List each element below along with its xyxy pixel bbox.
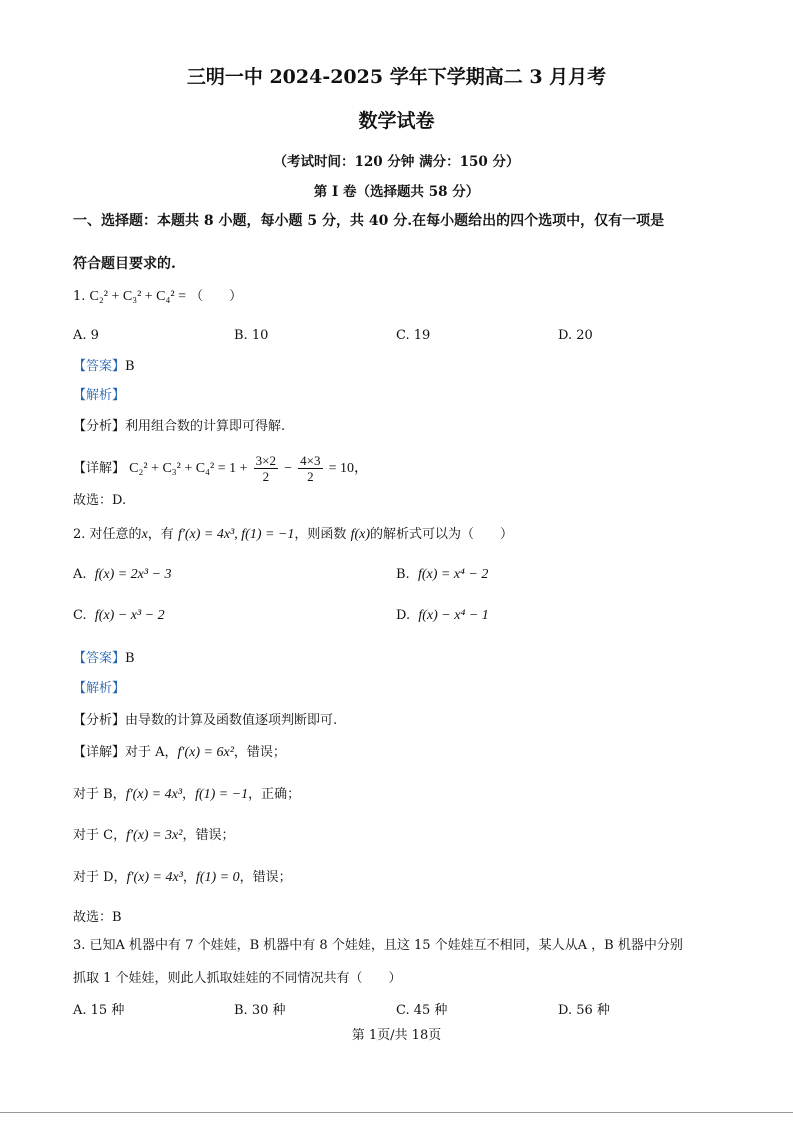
q2-detail-c-expr: f′(x) = 3x² [126, 828, 183, 843]
q2-fx: f(x) [350, 527, 370, 542]
q2-detail-d-pre: 对于 D， [73, 870, 127, 885]
q1-fenxi [73, 418, 285, 436]
q2-detail-b-expr1: f′(x) = 4x³ [125, 787, 183, 802]
q2-option-d-expr: f(x) − x⁴ − 1 [418, 608, 489, 623]
q1-number: 1. [73, 289, 86, 304]
q1-detail-lhs: C₂² + C₃² + C₄² = 1 + [129, 461, 248, 476]
volume-heading: 第 I 卷（选择题共 58 分） [313, 184, 480, 200]
q2-stem-d: 的解析式可以为（ ） [370, 527, 514, 542]
exam-info: （考试时间：120 分钟 满分：150 分） [273, 154, 520, 170]
q2-option-d-label: D. [396, 608, 411, 623]
exam-title: 三明一中 2024-2025 学年下学期高二 3 月月考 [186, 66, 607, 88]
q1-fraction-2-den: 2 [307, 469, 314, 484]
q2-detail-d-expr2: f(1) = 0 [195, 870, 240, 885]
q1-fraction-2 [298, 453, 322, 484]
q1-fraction-1 [254, 453, 278, 484]
q1-fenxi-text: 利用组合数的计算即可得解. [125, 419, 286, 434]
q2-option-a [73, 566, 172, 584]
q2-fenxi [73, 712, 337, 730]
q1-stem [73, 288, 242, 306]
q2-option-a-expr: f(x) = 2x³ − 3 [94, 567, 172, 582]
q1-analysis-tag: 【解析】 [73, 388, 126, 403]
q2-option-b-label: B. [396, 567, 410, 582]
q3-option-a: A. 15 种 [73, 1003, 125, 1018]
fenxi-tag: 【分析】 [73, 419, 126, 434]
detail-tag: 【详解】 [73, 745, 126, 760]
q1-conclusion: 故选：D. [73, 493, 127, 508]
q2-detail-a-expr: f′(x) = 6x² [177, 745, 234, 760]
q2-detail-a-post: ，错误； [233, 745, 286, 760]
q1-expression: C₂² + C₃² + C₄² = [89, 289, 186, 304]
q2-detail-d-expr1: f′(x) = 4x³ [126, 870, 183, 885]
section-heading-line1: 一、选择题：本题共 8 小题，每小题 5 分，共 40 分.在每小题给出的四个选项中，仅有一项是 [73, 213, 665, 229]
q1-option-d: D. 20 [558, 328, 593, 343]
q1-option-b: B. 10 [234, 328, 269, 343]
q1-fraction-1-num: 3×2 [255, 453, 276, 468]
q2-option-d [396, 607, 489, 625]
q2-detail-b-pre: 对于 B， [73, 787, 126, 802]
q2-detail-b [73, 786, 300, 804]
q2-detail-d-sep: ， [182, 870, 196, 885]
q2-stem-c: ，则函数 [294, 527, 347, 542]
answer-tag: 【答案】 [73, 651, 126, 666]
q2-detail-a [73, 744, 286, 762]
q2-option-a-label: A. [73, 567, 87, 582]
q1-detail [73, 452, 368, 486]
q3-option-d: D. 56 种 [558, 1003, 610, 1018]
q2-detail-c-pre: 对于 C， [73, 828, 127, 843]
q2-detail-b-sep: ， [182, 787, 196, 802]
q1-detail-minus: − [284, 461, 293, 476]
page-bottom-rule [0, 1112, 793, 1113]
q3-option-b: B. 30 种 [234, 1003, 286, 1018]
q2-stem-a: 对任意的 [89, 527, 142, 542]
q1-fraction-2-num: 4×3 [300, 453, 321, 468]
q2-condition: f′(x) = 4x³, f(1) = −1 [177, 527, 295, 542]
q2-stem [73, 526, 513, 544]
q1-fraction-1-den: 2 [262, 469, 270, 484]
q2-detail-d [73, 869, 292, 887]
q2-detail-d-post: ，错误； [239, 870, 292, 885]
q2-option-b [396, 566, 488, 584]
q2-fenxi-text: 由导数的计算及函数值逐项判断即可. [125, 713, 338, 728]
q1-blank: （ ） [190, 289, 243, 304]
q2-detail-b-post: ，正确； [248, 787, 301, 802]
q2-answer [73, 650, 135, 668]
fenxi-tag: 【分析】 [73, 713, 126, 728]
q2-detail-c-post: ，错误； [182, 828, 235, 843]
q3-stem-line1: 3. 已知A 机器中有 7 个娃娃，B 机器中有 8 个娃娃，且这 15 个娃娃互不相同，某人从A ，B 机器中分别 [73, 938, 683, 953]
section-heading-line2: 符合题目要求的. [73, 256, 176, 272]
q2-option-c-label: C. [73, 608, 87, 623]
detail-tag: 【详解】 [73, 461, 126, 476]
q2-conclusion: 故选：B [73, 910, 122, 925]
q2-stem-b: ，有 [147, 527, 174, 542]
q1-answer [73, 358, 135, 376]
q2-var-x: x [141, 527, 148, 542]
q3-option-c: C. 45 种 [396, 1003, 448, 1018]
q1-detail-rhs: = 10， [328, 461, 369, 476]
q2-analysis-tag: 【解析】 [73, 681, 126, 696]
q2-option-b-expr: f(x) = x⁴ − 2 [417, 567, 489, 582]
q1-option-a: A. 9 [73, 328, 99, 343]
q2-detail-c [73, 827, 234, 845]
q1-option-c: C. 19 [396, 328, 431, 343]
q2-option-c-expr: f(x) − x³ − 2 [94, 608, 165, 623]
q2-detail-b-expr2: f(1) = −1 [195, 787, 249, 802]
q2-number: 2. [73, 527, 86, 542]
exam-subject: 数学试卷 [358, 110, 435, 132]
q2-answer-value: B [125, 651, 135, 666]
page-footer: 第 1页/共 18页 [351, 1028, 442, 1043]
answer-tag: 【答案】 [73, 359, 126, 374]
q1-answer-value: B [125, 359, 135, 374]
q2-option-c [73, 607, 165, 625]
q2-detail-a-pre: 对于 A， [125, 745, 178, 760]
q3-stem-line2: 抓取 1 个娃娃，则此人抓取娃娃的不同情况共有（ ） [73, 971, 402, 986]
